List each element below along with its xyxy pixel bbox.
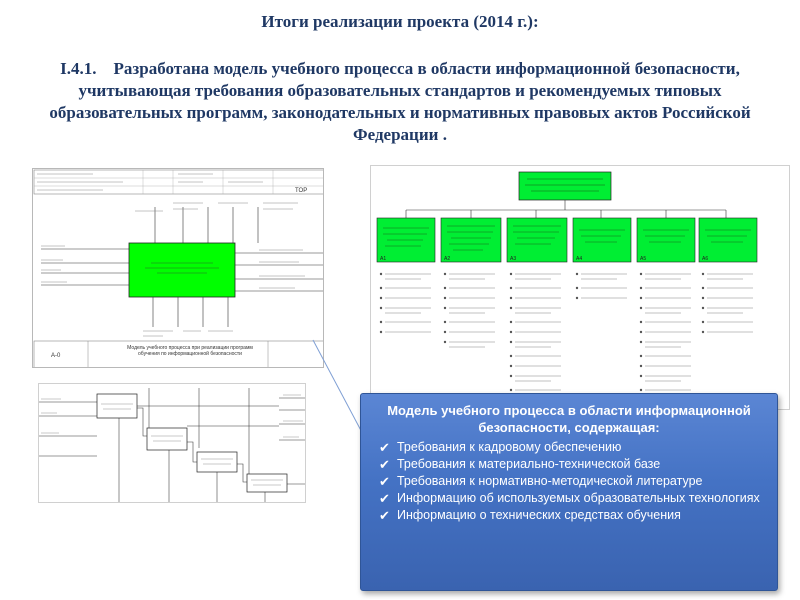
tree-bullet-dot bbox=[640, 297, 642, 299]
diagram-top-node: A-0 bbox=[51, 353, 61, 359]
checkmark-icon: ✔ bbox=[379, 440, 390, 455]
tree-bullet-dot bbox=[640, 375, 642, 377]
tree-label-a3: A3 bbox=[510, 256, 517, 262]
green-activity-box bbox=[129, 243, 235, 297]
decomp-box-1 bbox=[97, 394, 137, 418]
tree-bullet-dot bbox=[702, 287, 704, 289]
tree-bullet-dot bbox=[640, 355, 642, 357]
callout-item: ✔ Требования к кадровому обеспечению bbox=[379, 440, 622, 455]
tree-bullet-dot bbox=[510, 287, 512, 289]
tree-bullet-dot bbox=[510, 341, 512, 343]
diagram-top-tag: TOP bbox=[295, 188, 308, 194]
tree-bullet-dot bbox=[640, 389, 642, 391]
checkmark-icon: ✔ bbox=[379, 457, 390, 472]
idef0-context-svg bbox=[33, 169, 324, 368]
tree-bullet-dot bbox=[444, 287, 446, 289]
idef0-context-diagram bbox=[32, 168, 324, 368]
tree-bullet-dot bbox=[510, 307, 512, 309]
tree-bullet-dot bbox=[702, 307, 704, 309]
tree-bullet-dot bbox=[510, 331, 512, 333]
tree-bullet-dot bbox=[702, 331, 704, 333]
tree-bullet-dot bbox=[640, 287, 642, 289]
decomp-box-3 bbox=[197, 452, 237, 472]
tree-bullet-dot bbox=[640, 365, 642, 367]
tree-bullet-dot bbox=[510, 321, 512, 323]
tree-bullet-dot bbox=[576, 297, 578, 299]
diagram-top-caption: Модель учебного процесса при реализации программ обучения по информационной безопасности bbox=[127, 345, 253, 357]
idef0-tree-diagram bbox=[370, 165, 790, 410]
tree-bullet-dot bbox=[640, 307, 642, 309]
tree-bullet-dot bbox=[444, 273, 446, 275]
callout-item: ✔ Информацию об используемых образовательных технологиях bbox=[379, 491, 760, 506]
checkmark-icon: ✔ bbox=[379, 474, 390, 489]
tree-bullet-dot bbox=[380, 273, 382, 275]
callout-box bbox=[360, 393, 778, 591]
tree-label-a5: A5 bbox=[640, 256, 647, 262]
tree-bullet-dot bbox=[640, 341, 642, 343]
tree-bullet-dot bbox=[702, 321, 704, 323]
decomp-box-2 bbox=[147, 428, 187, 450]
decomp-box-4 bbox=[247, 474, 287, 492]
tree-bullet-dot bbox=[510, 297, 512, 299]
tree-bullet-dot bbox=[702, 273, 704, 275]
tree-bullet-dot bbox=[510, 273, 512, 275]
tree-root-box bbox=[519, 172, 611, 200]
tree-bullet-dot bbox=[640, 321, 642, 323]
tree-bullet-dot bbox=[444, 331, 446, 333]
tree-bullet-dot bbox=[576, 273, 578, 275]
tree-label-a2: A2 bbox=[444, 256, 451, 262]
tree-bullet-dot bbox=[444, 307, 446, 309]
tree-label-a4: A4 bbox=[576, 256, 583, 262]
tree-bullet-dot bbox=[444, 297, 446, 299]
tree-bullet-dot bbox=[444, 341, 446, 343]
slide-title: Итоги реализации проекта (2014 г.): bbox=[261, 12, 539, 31]
tree-label-a6: A6 bbox=[702, 256, 709, 262]
callout-title: Модель учебного процесса в области информационной безопасности, содержащая: bbox=[387, 403, 751, 435]
idef0-tree-svg bbox=[371, 166, 790, 410]
checkmark-icon: ✔ bbox=[379, 491, 390, 506]
tree-bullet-dot bbox=[640, 331, 642, 333]
tree-bullet-dot bbox=[510, 365, 512, 367]
tree-label-a1: A1 bbox=[380, 256, 387, 262]
checkmark-icon: ✔ bbox=[379, 508, 390, 523]
tree-bullet-dot bbox=[510, 389, 512, 391]
callout-item: ✔ Информацию о технических средствах обучения bbox=[379, 508, 681, 523]
tree-bullet-dot bbox=[380, 287, 382, 289]
tree-bullet-dot bbox=[380, 297, 382, 299]
tree-bullet-dot bbox=[380, 307, 382, 309]
tree-bullet-dot bbox=[380, 331, 382, 333]
slide-subtitle: I.4.1. Разработана модель учебного процесса в области информационной безопасности, учитывающая требования образовательных стандартов и рекомендуемых типовых образовательных программ, законодательных и нормативных правовых актов Российской Федерации . bbox=[49, 59, 751, 144]
callout-list bbox=[375, 439, 763, 524]
tree-bullet-dot bbox=[510, 375, 512, 377]
tree-bullet-dot bbox=[640, 273, 642, 275]
callout-item: ✔ Требования к материально-технической базе bbox=[379, 457, 661, 472]
tree-bullet-dot bbox=[702, 297, 704, 299]
idef0-decomposition-svg bbox=[39, 384, 306, 503]
tree-bullet-dot bbox=[510, 355, 512, 357]
tree-bullet-dot bbox=[576, 287, 578, 289]
callout-item: ✔ Требования к нормативно-методической литературе bbox=[379, 474, 703, 489]
tree-bullet-dot bbox=[444, 321, 446, 323]
idef0-decomposition-diagram bbox=[38, 383, 306, 503]
tree-bullet-dot bbox=[380, 321, 382, 323]
